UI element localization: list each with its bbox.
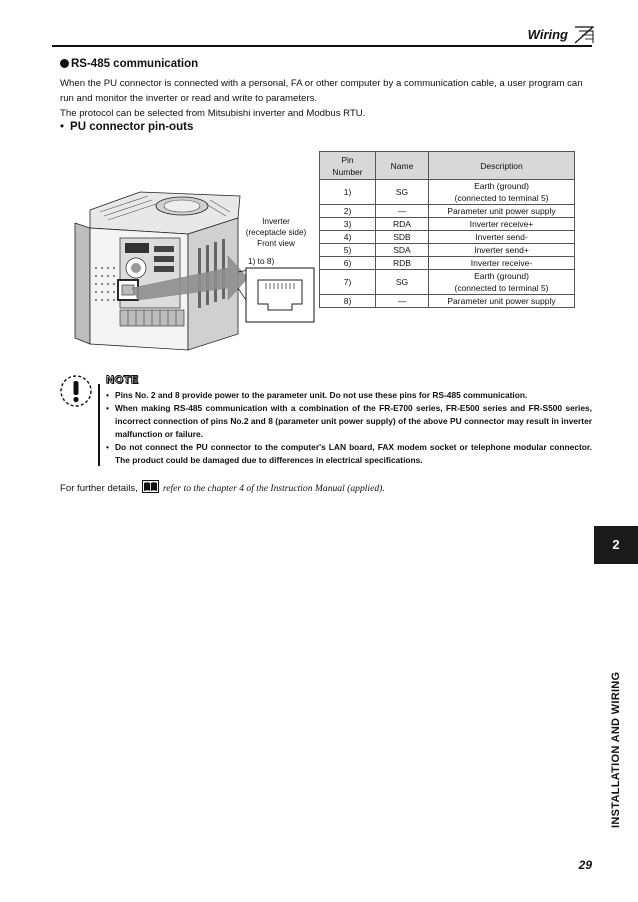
- subheading: • PU connector pin-outs: [60, 121, 194, 133]
- wiring-chevron-icon: [574, 26, 594, 44]
- table-row: 8) — Parameter unit power supply: [320, 295, 575, 308]
- paragraph-line-3: The protocol can be selected from Mitsubishi inverter and Modbus RTU.: [60, 108, 366, 119]
- manual-book-icon: [142, 480, 159, 493]
- note-side-bar: [98, 384, 100, 466]
- paragraph-line-1: When the PU connector is connected with a personal, FA or other computer by a communication cable, a user program can: [60, 78, 583, 89]
- caution-exclamation-icon: [58, 373, 94, 409]
- section-title: RS-485 communication: [60, 58, 198, 70]
- table-row: 4) SDB Inverter send-: [320, 231, 575, 244]
- table-row: 3) RDA Inverter receive+: [320, 218, 575, 231]
- table-header-row: [320, 152, 575, 180]
- inverter-illustration: [70, 188, 332, 354]
- paragraph-line-2: run and monitor the inverter or read and write to parameters.: [60, 93, 318, 104]
- note-list: [106, 389, 592, 467]
- header-pin-number: Pin Number: [320, 152, 376, 180]
- inverter-view-label: Inverter (receptacle side) Front view: [245, 217, 307, 248]
- note-item: • When making RS-485 communication with a combination of the FR-E700 series, FR-E500 series and FR-S500 series, incorrect connection of pins No.2 and 8 (parameter unit power supply) of the above PU connector may result in inverter malfunction or failure.: [106, 402, 592, 441]
- table-row: 2) — Parameter unit power supply: [320, 205, 575, 218]
- header-rule: [52, 45, 592, 47]
- manual-reference: refer to the chapter 4 of the Instruction Manual (applied).: [162, 483, 385, 494]
- note-item: • Pins No. 2 and 8 provide power to the parameter unit. Do not use these pins for RS-485 communication.: [106, 389, 592, 402]
- chapter-title-tab: INSTALLATION AND WIRING: [610, 671, 622, 828]
- pin-table: [319, 151, 575, 308]
- table-row: 1) SG Earth (ground) (connected to terminal 5): [320, 180, 575, 205]
- further-details: For further details, refer to the chapter 4 of the Instruction Manual (applied).: [60, 480, 385, 494]
- running-header-title: Wiring: [527, 27, 568, 42]
- pin-range-label: 1) to 8): [248, 256, 275, 266]
- bullet-dot-icon: [60, 59, 69, 68]
- chapter-number-tab: 2: [594, 526, 638, 564]
- note-item: • Do not connect the PU connector to the computer's LAN board, FAX modem socket or telephone modular connector. The product could be damaged due to differences in electrical specifications.: [106, 441, 592, 467]
- table-row: 7) SG Earth (ground) (connected to terminal 5): [320, 270, 575, 295]
- page-number: 29: [578, 858, 592, 872]
- table-row: 5) SDA Inverter send+: [320, 244, 575, 257]
- note-title: NOTE: [106, 374, 139, 386]
- table-row: 6) RDB Inverter receive-: [320, 257, 575, 270]
- header-description: Description: [429, 152, 575, 180]
- header-name: Name: [376, 152, 429, 180]
